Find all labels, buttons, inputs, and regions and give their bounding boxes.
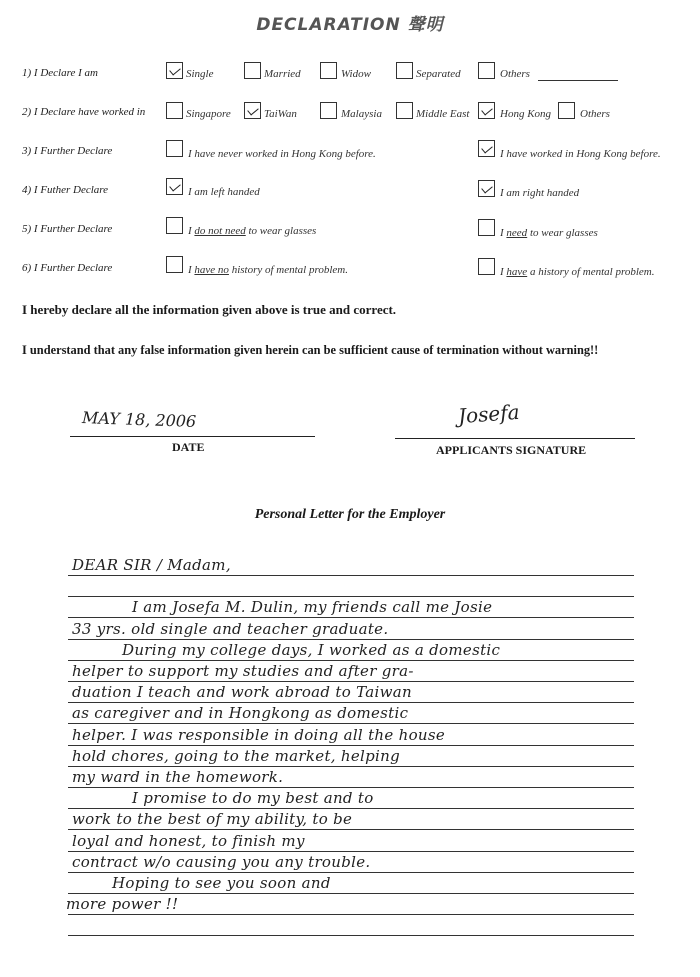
row-label-6: 6) I Further Declare: [22, 262, 113, 274]
checkbox-never-worked-hk[interactable]: [166, 140, 183, 157]
checkbox-single[interactable]: [166, 62, 183, 79]
letter-rule-line: [68, 829, 634, 830]
option-label-hong-kong: Hong Kong: [500, 108, 552, 120]
letter-line: DEAR SIR / Madam,: [72, 556, 231, 574]
letter-title: Personal Letter for the Employer: [254, 507, 446, 522]
option-label-worked-hk: I have worked in Hong Kong before.: [500, 148, 661, 160]
checkbox-singapore[interactable]: [166, 102, 183, 119]
checkbox-left-handed[interactable]: [166, 178, 183, 195]
letter-rule-line: [68, 745, 634, 746]
signature-label: APPLICANTS SIGNATURE: [436, 443, 587, 457]
letter-line: as caregiver and in Hongkong as domestic: [72, 704, 409, 723]
option-label-right-handed: I am right handed: [500, 187, 580, 199]
signature-line: [395, 437, 635, 439]
checkbox-right-handed[interactable]: [478, 180, 495, 197]
letter-rule-line: [68, 766, 634, 767]
option-label-no-mental-history: I have no history of mental problem.: [188, 264, 348, 276]
declaration-statement: I hereby declare all the information given above is true and correct.: [22, 302, 397, 317]
date-line: [70, 435, 315, 437]
option-label-others-2: Others: [580, 108, 610, 120]
letter-line: work to the best of my ability, to be: [72, 810, 353, 829]
letter-line: 33 yrs. old single and teacher graduate.: [72, 619, 389, 638]
letter-line: loyal and honest, to finish my: [72, 831, 305, 850]
letter-line: duation I teach and work abroad to Taiwan: [72, 683, 412, 702]
page-title: DECLARATION 聲明: [256, 15, 444, 35]
checkbox-no-mental-history[interactable]: [166, 256, 183, 273]
letter-line: helper to support my studies and after gra-: [72, 662, 414, 680]
row-label-3: 3) I Further Declare: [22, 145, 113, 157]
option-label-single: Single: [186, 68, 214, 80]
letter-line: contract w/o causing you any trouble.: [72, 852, 371, 871]
option-label-separated: Separated: [416, 68, 461, 80]
letter-rule-line: [68, 660, 634, 661]
letter-rule-line: [68, 702, 634, 703]
letter-line: more power !!: [66, 895, 179, 914]
checkbox-no-glasses[interactable]: [166, 217, 183, 234]
letter-line: During my college days, I worked as a domestic: [122, 640, 501, 659]
option-label-others-1: Others: [500, 68, 530, 80]
checkbox-need-glasses[interactable]: [478, 219, 495, 236]
letter-rule-line: [68, 808, 634, 809]
option-label-need-glasses: I need to wear glasses: [500, 227, 598, 239]
others-blank-line: [538, 79, 618, 81]
option-label-widow: Widow: [341, 68, 371, 80]
checkbox-hong-kong[interactable]: [478, 102, 495, 119]
row-label-5: 5) I Further Declare: [22, 223, 113, 235]
letter-rule-line: [68, 723, 634, 724]
option-label-married: Married: [264, 68, 301, 80]
checkbox-malaysia[interactable]: [320, 102, 337, 119]
letter-rule-line: [68, 596, 634, 597]
row-label-1: 1) I Declare I am: [22, 67, 98, 79]
checkbox-others-2[interactable]: [558, 102, 575, 119]
checkbox-others-1[interactable]: [478, 62, 495, 79]
option-label-singapore: Singapore: [186, 108, 231, 120]
option-label-taiwan: TaiWan: [264, 108, 297, 120]
checkbox-middle-east[interactable]: [396, 102, 413, 119]
letter-line: I promise to do my best and to: [132, 789, 374, 808]
date-value: MAY 18, 2006: [81, 408, 197, 431]
option-label-middle-east: Middle East: [416, 108, 470, 120]
row-label-4: 4) I Futher Declare: [22, 184, 109, 196]
checkbox-separated[interactable]: [396, 62, 413, 79]
letter-line: Hoping to see you soon and: [112, 874, 331, 892]
option-label-left-handed: I am left handed: [188, 186, 260, 198]
checkbox-mental-history[interactable]: [478, 258, 495, 275]
checkbox-married[interactable]: [244, 62, 261, 79]
letter-rule-line: [68, 617, 634, 618]
letter-rule-line: [68, 639, 634, 640]
option-label-mental-history: I have a history of mental problem.: [500, 266, 655, 278]
letter-rule-line: [68, 575, 634, 576]
letter-rule-line: [68, 872, 634, 873]
row-label-2: 2) I Declare have worked in: [22, 106, 146, 118]
letter-line: my ward in the homework.: [72, 768, 284, 786]
checkbox-taiwan[interactable]: [244, 102, 261, 119]
option-label-no-glasses: I do not need to wear glasses: [188, 225, 317, 237]
signature-value: Josefa: [457, 399, 521, 429]
letter-rule-line: [68, 787, 634, 788]
checkbox-worked-hk[interactable]: [478, 140, 495, 157]
letter-line: hold chores, going to the market, helping: [72, 746, 401, 765]
letter-rule-line: [68, 893, 634, 894]
letter-rule-line: [68, 681, 634, 682]
option-label-malaysia: Malaysia: [341, 108, 382, 120]
option-label-never-worked-hk: I have never worked in Hong Kong before.: [188, 148, 376, 160]
letter-rule-line: [68, 914, 634, 915]
date-label: DATE: [172, 440, 205, 454]
checkbox-widow[interactable]: [320, 62, 337, 79]
letter-line: helper. I was responsible in doing all the house: [72, 725, 446, 744]
warning-statement: I understand that any false information given herein can be sufficient cause of termination without warning!!: [22, 343, 599, 357]
letter-rule-line: [68, 851, 634, 852]
letter-rule-line: [68, 935, 634, 936]
letter-line: I am Josefa M. Dulin, my friends call me Josie: [132, 598, 493, 617]
